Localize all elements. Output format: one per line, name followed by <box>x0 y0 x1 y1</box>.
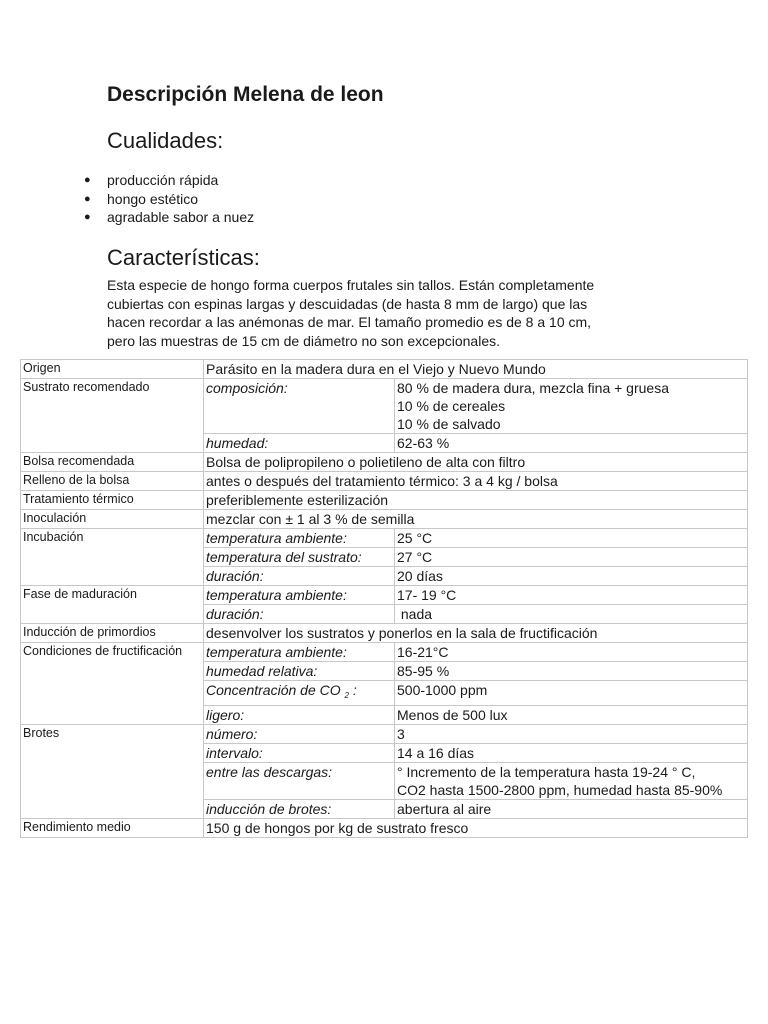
row-key: temperatura ambiente: <box>204 643 395 662</box>
row-value <box>395 763 748 800</box>
row-label: Rendimiento medio <box>21 819 204 838</box>
row-value: abertura al aire <box>395 800 748 819</box>
row-label: Inducción de primordios <box>21 624 204 643</box>
row-label: Fase de maduración <box>21 586 204 624</box>
qualities-heading: Cualidades: <box>107 128 224 153</box>
row-key: duración: <box>204 567 395 586</box>
row-value: Bolsa de polipropileno o polietileno de alta con filtro <box>204 453 748 472</box>
value-line: CO2 hasta 1500-2800 ppm, humedad hasta 85-90% <box>397 782 723 798</box>
table-row <box>21 510 748 529</box>
description-line: cubiertas con espinas largas y descuidadas (de hasta 8 mm de largo) que las <box>107 295 588 312</box>
list-item-text: producción rápida <box>107 172 219 188</box>
row-value: 16-21°C <box>395 643 748 662</box>
table-row <box>21 624 748 643</box>
row-label: Inoculación <box>21 510 204 529</box>
row-label: Brotes <box>21 725 204 819</box>
description-line: Esta especie de hongo forma cuerpos frutales sin tallos. Están completamente <box>107 277 595 293</box>
row-value <box>395 379 748 434</box>
table-row <box>21 725 748 744</box>
table-row <box>21 453 748 472</box>
row-label: Condiciones de fructificación <box>21 643 204 725</box>
list-item <box>84 171 254 190</box>
row-value: mezclar con ± 1 al 3 % de semilla <box>204 510 748 529</box>
value-line: 10 % de cereales <box>397 398 506 414</box>
value-line: 10 % de salvado <box>397 416 501 432</box>
row-key <box>204 681 395 706</box>
list-item-text: agradable sabor a nuez <box>107 209 255 225</box>
co2-key-suffix: : <box>348 682 357 698</box>
row-key: número: <box>204 725 395 744</box>
description-line: hacen recordar a las anémonas de mar. El tamaño promedio es de 8 a 10 cm, <box>107 314 592 330</box>
row-value: 25 °C <box>395 529 748 548</box>
page-title: Descripción Melena de leon <box>107 83 384 106</box>
co2-subscript: 2 <box>344 691 349 700</box>
row-label: Relleno de la bolsa <box>21 472 204 491</box>
row-value: 27 °C <box>395 548 748 567</box>
co2-key-prefix: Concentración de CO <box>206 682 345 698</box>
table-row <box>21 819 748 838</box>
row-value: Parásito en la madera dura en el Viejo y Nuevo Mundo <box>204 360 748 379</box>
list-item <box>84 190 254 209</box>
row-value: 17- 19 °C <box>395 586 748 605</box>
row-value: nada <box>395 605 748 624</box>
characteristics-heading: Características: <box>107 245 260 270</box>
row-value: 62-63 % <box>395 434 748 453</box>
row-value: 150 g de hongos por kg de sustrato fresco <box>204 819 748 838</box>
row-value: Menos de 500 lux <box>395 706 748 725</box>
bullet-icon: ● <box>84 174 91 186</box>
row-value: desenvolver los sustratos y ponerlos en la sala de fructificación <box>204 624 748 643</box>
value-line: ° Incremento de la temperatura hasta 19-24 ° C, <box>397 764 696 780</box>
row-key: humedad relativa: <box>204 662 395 681</box>
row-value: preferiblemente esterilización <box>204 491 748 510</box>
row-key: entre las descargas: <box>204 763 395 800</box>
value-line: 80 % de madera dura, mezcla fina + gruesa <box>397 380 669 396</box>
row-value: 3 <box>395 725 748 744</box>
row-value: 20 días <box>395 567 748 586</box>
list-item <box>84 208 255 227</box>
row-value: antes o después del tratamiento térmico: 3 a 4 kg / bolsa <box>204 472 748 491</box>
row-key: temperatura ambiente: <box>204 586 395 605</box>
table-row <box>21 379 748 434</box>
row-label: Sustrato recomendado <box>21 379 204 453</box>
table-row <box>21 529 748 548</box>
table-row <box>21 491 748 510</box>
bullet-icon: ● <box>84 211 91 223</box>
row-key: temperatura ambiente: <box>204 529 395 548</box>
row-value: 14 a 16 días <box>395 744 748 763</box>
row-key: duración: <box>204 605 395 624</box>
row-key: ligero: <box>204 706 395 725</box>
row-key: composición: <box>204 379 395 434</box>
specs-table <box>20 359 748 838</box>
row-key: inducción de brotes: <box>204 800 395 819</box>
row-value: 85-95 % <box>395 662 748 681</box>
table-row <box>21 360 748 379</box>
description-line: pero las muestras de 15 cm de diámetro no son excepcionales. <box>107 332 500 349</box>
row-key: temperatura del sustrato: <box>204 548 395 567</box>
row-label: Tratamiento térmico <box>21 491 204 510</box>
table-row <box>21 586 748 605</box>
qualities-list <box>84 171 255 227</box>
list-item-text: hongo estético <box>107 190 199 207</box>
table-row <box>21 643 748 662</box>
row-label: Bolsa recomendada <box>21 453 204 472</box>
bullet-icon: ● <box>84 192 91 205</box>
table-row <box>21 472 748 491</box>
row-label: Origen <box>21 360 204 379</box>
row-key: intervalo: <box>204 744 395 763</box>
characteristics-description <box>107 276 637 350</box>
row-key: humedad: <box>204 434 395 453</box>
row-value: 500-1000 ppm <box>395 681 748 706</box>
row-label: Incubación <box>21 529 204 586</box>
